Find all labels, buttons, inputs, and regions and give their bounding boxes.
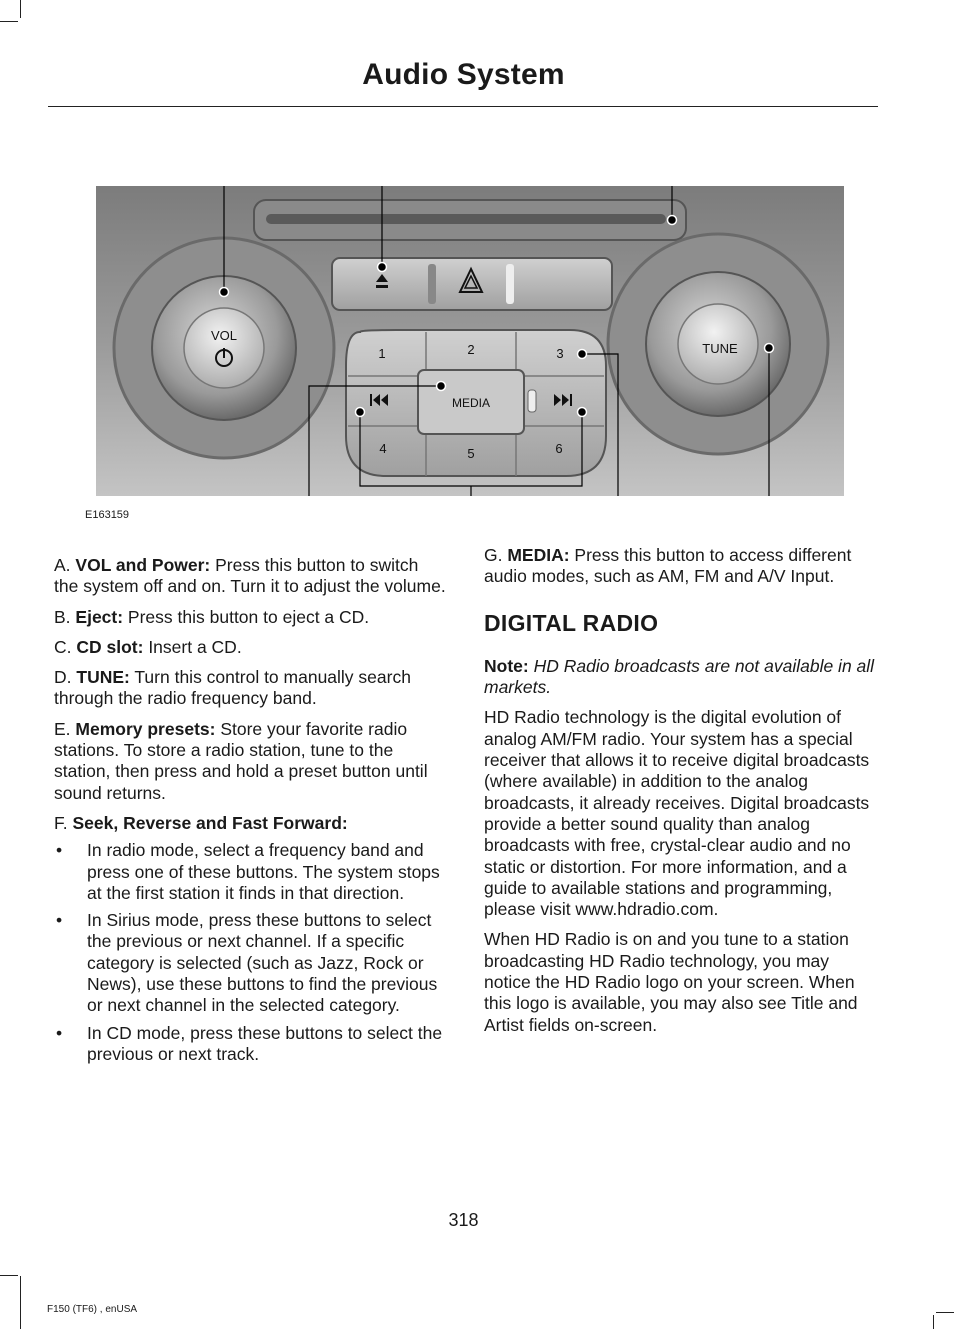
cd-slot-opening (266, 214, 666, 224)
item-d (54, 667, 446, 710)
item-prefix: F. (54, 812, 73, 833)
list-item (54, 1023, 446, 1066)
eject-icon-bar (376, 285, 388, 288)
item-text: Insert a CD. (143, 636, 242, 657)
item-prefix: B. (54, 606, 76, 627)
item-b (54, 607, 446, 628)
crop-mark (933, 1315, 934, 1329)
item-c (54, 637, 446, 658)
item-prefix: C. (54, 636, 77, 657)
item-term: Eject: (75, 606, 124, 627)
left-column (54, 555, 446, 1071)
list-item (54, 840, 446, 904)
list-item-text: In CD mode, press these buttons to select the previous or next track. (87, 1022, 443, 1064)
seek-bullet-list (54, 840, 446, 1065)
item-text: Store your favorite radio stations. To store a radio station, tune to the station, then press and hold a preset button until sound returns. (54, 718, 428, 803)
crop-mark (0, 1275, 18, 1276)
list-item-text: In radio mode, select a frequency band and press one of these buttons. The system stops at the first station it finds in that direction. (87, 840, 440, 903)
item-term: Memory presets: (75, 718, 216, 739)
preset-5-label: 5 (467, 446, 475, 461)
item-prefix: A. (54, 555, 76, 575)
item-f (54, 813, 446, 834)
item-term: VOL and Power: (75, 555, 211, 575)
item-term: TUNE: (76, 667, 130, 688)
list-item (54, 910, 446, 1016)
item-term: MEDIA: (507, 545, 570, 565)
list-item-text: In Sirius mode, press these buttons to select the previous or next channel. If a specific category is selected (such as Jazz, Rock or News), use these buttons to find the previous or next channel in the selected category. (87, 910, 438, 1016)
crop-mark (0, 21, 18, 22)
page-title: Audio System (362, 58, 565, 91)
page-number: 318 (448, 1210, 479, 1230)
preset-1-label: 1 (378, 346, 386, 361)
note-text: HD Radio broadcasts are not available in all markets. (484, 655, 875, 698)
crop-mark (20, 0, 21, 18)
bullet-dot: • (56, 910, 63, 931)
media-label: MEDIA (451, 396, 491, 410)
audio-panel-illustration (96, 186, 844, 496)
item-prefix: G. (484, 545, 508, 565)
footer-code: F150 (TF6) , enUSA (47, 1304, 138, 1315)
item-prefix: E. (54, 718, 76, 739)
divider (506, 264, 514, 304)
bullet-dot: • (56, 1022, 63, 1043)
bullet-dot: • (56, 840, 63, 861)
note (484, 656, 876, 699)
preset-2-label: 2 (467, 342, 475, 357)
item-term: CD slot: (76, 636, 144, 657)
eject-hazard-bar (332, 258, 612, 310)
item-term: Seek, Reverse and Fast Forward: (72, 812, 348, 833)
figure-id: E163159 (85, 509, 130, 521)
item-e (54, 719, 446, 804)
section-heading: DIGITAL RADIO (484, 609, 659, 636)
paragraph: HD Radio technology is the digital evolution of analog AM/FM radio. Your system has a special receiver that allows it to receive digital broadcasts (where available) in addition to the analog broadcasts, it already receives. Digital broadcasts provide a better sound quality than analog broadcasts with free, crystal-clear audio and no static or distortion. For more information, and a guide to available stations and programming, please visit www.hdradio.com. (484, 707, 870, 920)
item-text: Press this button to access different audio modes, such as AM, FM and A/V Input. (484, 545, 852, 587)
preset-3-label: 3 (556, 346, 564, 361)
paragraph: When HD Radio is on and you tune to a station broadcasting HD Radio technology, you may notice the HD Radio logo on your screen. When this logo is available, you may also see Title and Artist fields on-screen. (484, 929, 858, 1035)
item-g (484, 545, 876, 588)
note-label: Note: (484, 655, 529, 676)
item-text: Press this button to eject a CD. (123, 606, 370, 627)
vol-label: VOL (210, 328, 238, 343)
title-rule (48, 106, 878, 107)
item-text: Press this button to switch the system off and on. Turn it to adjust the volume. (54, 555, 446, 597)
tune-label: TUNE (702, 341, 738, 356)
divider (428, 264, 436, 304)
media-tab (528, 390, 536, 412)
item-text: Turn this control to manually search through the radio frequency band. (54, 667, 411, 709)
right-column (484, 545, 876, 1045)
crop-mark (936, 1312, 954, 1313)
preset-4-label: 4 (379, 441, 387, 456)
crop-mark (20, 1276, 21, 1329)
item-prefix: D. (54, 667, 77, 688)
preset-6-label: 6 (555, 441, 563, 456)
item-a (54, 555, 446, 598)
